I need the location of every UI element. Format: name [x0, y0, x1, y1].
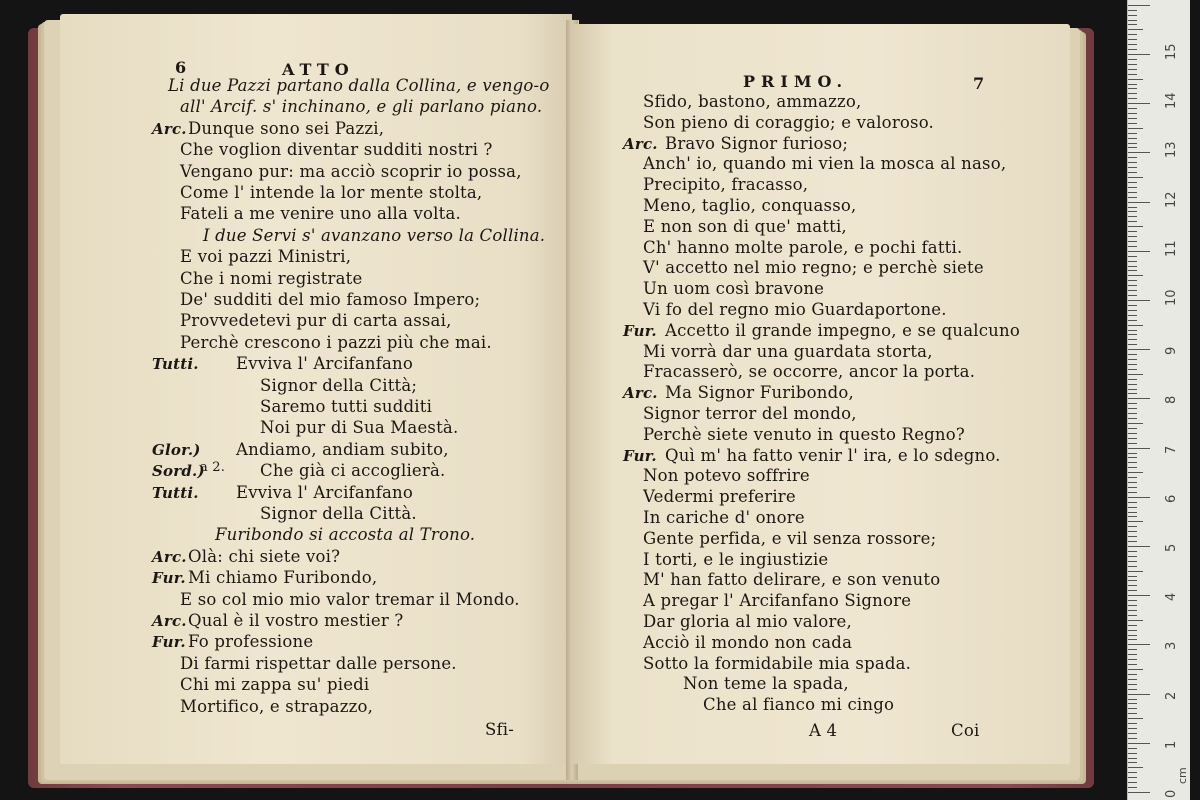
- ruler-tick: [1128, 93, 1137, 94]
- ruler-tick: [1128, 595, 1150, 596]
- ruler-tick: [1128, 103, 1150, 104]
- verse-line: Precipito, fracasso,: [643, 175, 809, 195]
- ruler-tick: [1128, 344, 1137, 345]
- ruler-tick: [1128, 270, 1137, 271]
- ruler-tick: [1128, 202, 1150, 203]
- ruler-tick: [1128, 674, 1137, 675]
- ruler-number: 9: [1164, 346, 1179, 356]
- verse-line: Perchè siete venuto in questo Regno?: [643, 424, 965, 444]
- verse-line: A pregar l' Arcifanfano Signore: [643, 591, 912, 611]
- ruler-tick: [1128, 723, 1137, 724]
- ruler-tick: [1128, 551, 1137, 552]
- ruler-tick: [1128, 433, 1137, 434]
- ruler-tick: [1128, 398, 1150, 399]
- ruler-tick: [1128, 334, 1137, 335]
- ruler-tick: [1128, 526, 1137, 527]
- ruler-tick: [1128, 374, 1143, 375]
- speaker-label: Arc.: [152, 612, 187, 630]
- speaker-label: Arc.: [623, 134, 658, 153]
- ruler-tick: [1128, 772, 1137, 773]
- verse-line: Signor della Città.: [260, 504, 417, 523]
- ruler-tick: [1128, 659, 1137, 660]
- verse-line: Qual è il vostro mestier ?: [188, 611, 404, 630]
- ruler-tick: [1128, 172, 1137, 173]
- ruler-tick: [1128, 600, 1137, 601]
- ruler-tick: [1128, 359, 1137, 360]
- ruler-tick: [1128, 516, 1137, 517]
- ruler-tick: [1128, 497, 1150, 498]
- ruler-tick: [1128, 177, 1143, 178]
- verse-line: V' accetto nel mio regno; e perchè siete: [643, 258, 984, 278]
- ruler-number: 15: [1164, 43, 1179, 60]
- verse-line: Vengano pur: ma acciò scoprir io possa,: [180, 161, 522, 181]
- verse-line: Fateli a me venire uno alla volta.: [180, 204, 461, 224]
- ruler-tick: [1128, 147, 1137, 148]
- ruler-tick: [1128, 108, 1137, 109]
- ruler-tick: [1128, 49, 1137, 50]
- ruler-tick: [1128, 133, 1137, 134]
- verse-line: Fo professione: [188, 632, 314, 652]
- ruler-tick: [1128, 349, 1150, 350]
- ruler-number: 6: [1164, 494, 1179, 503]
- ruler-number: 2: [1164, 691, 1179, 700]
- ruler-tick: [1128, 472, 1143, 473]
- ruler-tick: [1128, 639, 1137, 640]
- ruler-tick: [1128, 418, 1137, 419]
- ruler-tick: [1128, 507, 1137, 508]
- ruler-tick: [1128, 649, 1137, 650]
- a-due-mark: a 2.: [200, 460, 226, 475]
- ruler-tick: [1128, 280, 1137, 281]
- ruler-tick: [1128, 197, 1137, 198]
- verse-line: Come l' intende la lor mente stolta,: [180, 183, 483, 202]
- verse-line: Che già ci accoglierà.: [260, 461, 446, 481]
- ruler-tick: [1128, 123, 1137, 124]
- ruler-tick: [1128, 138, 1137, 139]
- verse-line: Vedermi preferire: [643, 487, 796, 507]
- ruler-tick: [1128, 24, 1137, 25]
- left-catchword: Sfi-: [485, 720, 515, 739]
- speaker-label: Fur.: [152, 569, 186, 588]
- verse-line: Un uom così bravone: [643, 279, 825, 299]
- left-running-head: ATTO: [282, 60, 355, 79]
- ruler-tick: [1128, 305, 1137, 306]
- ruler-tick: [1128, 266, 1137, 267]
- verse-line: E so col mio mio valor tremar il Mondo.: [180, 589, 520, 609]
- ruler-tick: [1128, 221, 1137, 222]
- ruler-tick: [1128, 487, 1137, 488]
- right-running-head: PRIMO.: [743, 72, 849, 91]
- ruler-tick: [1128, 251, 1150, 252]
- ruler-tick: [1128, 290, 1137, 291]
- ruler-tick: [1128, 152, 1150, 153]
- speaker-label: Fur.: [152, 633, 186, 652]
- ruler-tick: [1128, 630, 1137, 631]
- speaker-label: Arc.: [152, 119, 187, 138]
- stage-direction: Li due Pazzi partano dalla Collina, e vengo-o: [168, 76, 550, 95]
- ruler-number: 3: [1164, 642, 1179, 651]
- ruler-tick: [1128, 408, 1137, 409]
- ruler-tick: [1128, 182, 1137, 183]
- verse-line: Chi mi zappa su' piedi: [180, 675, 370, 695]
- ruler-tick: [1128, 561, 1137, 562]
- verse-line: Dunque sono sei Pazzi,: [188, 118, 385, 138]
- ruler-tick: [1128, 226, 1143, 227]
- verse-line: Bravo Signor furioso;: [665, 133, 849, 153]
- ruler-tick: [1128, 315, 1137, 316]
- ruler-tick: [1128, 403, 1137, 404]
- ruler-tick: [1128, 748, 1137, 749]
- ruler-tick: [1128, 98, 1137, 99]
- verse-line: Noi pur di Sua Maestà.: [260, 418, 459, 438]
- verse-line: Signor della Città;: [260, 375, 418, 395]
- verse-line: Accetto il grande impegno, e se qualcuno: [665, 320, 1020, 340]
- ruler-tick: [1128, 699, 1137, 700]
- stage-direction: I due Servi s' avanzano verso la Collina.: [203, 225, 546, 245]
- ruler-tick: [1128, 162, 1137, 163]
- ruler-tick: [1128, 325, 1143, 326]
- ruler-tick: [1128, 644, 1150, 645]
- ruler-tick: [1128, 364, 1137, 365]
- ruler-tick: [1128, 354, 1137, 355]
- ruler-tick: [1128, 703, 1137, 704]
- ruler-tick: [1128, 10, 1137, 11]
- verse-line: Sotto la formidabile mia spada.: [643, 653, 912, 673]
- ruler-tick: [1128, 187, 1137, 188]
- ruler-tick: [1128, 69, 1137, 70]
- ruler-tick: [1128, 708, 1137, 709]
- verse-line: Son pieno di coraggio; e valoroso.: [643, 112, 934, 132]
- right-page-number: 7: [973, 74, 985, 93]
- ruler-tick: [1128, 585, 1137, 586]
- verse-line: M' han fatto delirare, e son venuto: [643, 570, 941, 590]
- ruler-number: 12: [1164, 191, 1179, 208]
- verse-line: Meno, taglio, conquasso,: [643, 196, 857, 215]
- ruler-tick: [1128, 20, 1137, 21]
- speaker-label: Arc.: [623, 384, 658, 403]
- speaker-label: Arc.: [152, 547, 187, 566]
- measuring-ruler: [1127, 0, 1190, 800]
- ruler-tick: [1128, 762, 1137, 763]
- speaker-label: Glor.): [152, 440, 201, 459]
- verse-line: Evviva l' Arcifanfano: [236, 354, 414, 374]
- speaker-label: Tutti.: [152, 483, 199, 502]
- ruler-tick: [1128, 610, 1137, 611]
- ruler-tick: [1128, 679, 1137, 680]
- ruler-tick: [1128, 216, 1137, 217]
- ruler-tick: [1128, 5, 1150, 6]
- ruler-tick: [1128, 787, 1137, 788]
- ruler-tick: [1128, 492, 1137, 493]
- left-page-number: 6: [175, 58, 187, 77]
- ruler-tick: [1128, 320, 1137, 321]
- ruler-tick: [1128, 782, 1137, 783]
- ruler-tick: [1128, 54, 1150, 55]
- speaker-label: Sord.): [152, 462, 205, 481]
- ruler-tick: [1128, 792, 1150, 793]
- ruler-unit: cm: [1176, 767, 1189, 784]
- verse-line: Fracasserò, se occorre, ancor la porta.: [643, 362, 976, 382]
- ruler-number: 0: [1164, 789, 1179, 798]
- verse-line: Evviva l' Arcifanfano: [236, 482, 414, 502]
- ruler-tick: [1128, 285, 1137, 286]
- ruler-tick: [1128, 211, 1137, 212]
- ruler-tick: [1128, 207, 1137, 208]
- ruler-number: 7: [1164, 445, 1179, 454]
- right-catchword: Coi: [951, 721, 980, 740]
- ruler-tick: [1128, 275, 1143, 276]
- ruler-tick: [1128, 512, 1137, 513]
- verse-line: Vi fo del regno mio Guardaportone.: [643, 300, 947, 319]
- ruler-tick: [1128, 157, 1137, 158]
- ruler-tick: [1128, 556, 1137, 557]
- ruler-tick: [1128, 192, 1137, 193]
- left-page: [60, 14, 572, 764]
- verse-line: De' sudditi del mio famoso Impero;: [180, 290, 481, 309]
- ruler-tick: [1128, 88, 1137, 89]
- ruler-tick: [1128, 369, 1137, 370]
- verse-line: Signor terror del mondo,: [643, 404, 857, 423]
- ruler-number: 4: [1164, 592, 1179, 602]
- ruler-tick: [1128, 330, 1137, 331]
- ruler-tick: [1128, 684, 1137, 685]
- ruler-tick: [1128, 457, 1137, 458]
- ruler-tick: [1128, 743, 1150, 744]
- ruler-tick: [1128, 79, 1143, 80]
- ruler-tick: [1128, 231, 1137, 232]
- ruler-tick: [1128, 664, 1137, 665]
- ruler-tick: [1128, 467, 1137, 468]
- verse-line: Perchè crescono i pazzi più che mai.: [180, 332, 492, 352]
- ruler-tick: [1128, 246, 1137, 247]
- verse-line: Saremo tutti sudditi: [260, 397, 433, 416]
- ruler-tick: [1128, 605, 1137, 606]
- speaker-label: Tutti.: [152, 355, 199, 374]
- ruler-tick: [1128, 694, 1150, 695]
- ruler-number: 1: [1164, 740, 1179, 749]
- ruler-tick: [1128, 128, 1143, 129]
- verse-line: Dar gloria al mio valore,: [643, 612, 852, 631]
- ruler-tick: [1128, 689, 1137, 690]
- verse-line: Sfido, bastono, ammazzo,: [643, 92, 862, 111]
- verse-line: Gente perfida, e vil senza rossore;: [643, 528, 937, 548]
- ruler-tick: [1128, 443, 1137, 444]
- ruler-tick: [1128, 300, 1150, 301]
- ruler-tick: [1128, 521, 1143, 522]
- verse-line: E non son di que' matti,: [643, 216, 847, 236]
- verse-line: E voi pazzi Ministri,: [180, 247, 352, 267]
- ruler-number: 10: [1164, 289, 1179, 306]
- speaker-label: Fur.: [623, 321, 657, 340]
- ruler-tick: [1128, 590, 1137, 591]
- ruler-tick: [1128, 389, 1137, 390]
- ruler-number: 8: [1164, 396, 1179, 405]
- ruler-tick: [1128, 59, 1137, 60]
- ruler-tick: [1128, 635, 1137, 636]
- verse-line: In cariche d' onore: [643, 508, 805, 527]
- ruler-tick: [1128, 261, 1137, 262]
- ruler-tick: [1128, 393, 1137, 394]
- verse-line: I torti, e le ingiustizie: [643, 549, 829, 569]
- ruler-tick: [1128, 758, 1137, 759]
- ruler-tick: [1128, 74, 1137, 75]
- ruler-tick: [1128, 777, 1137, 778]
- ruler-tick: [1128, 767, 1143, 768]
- verse-line: Che al fianco mi cingo: [703, 695, 895, 715]
- ruler-tick: [1128, 453, 1137, 454]
- verse-line: Provvedetevi pur di carta assai,: [180, 311, 452, 331]
- verse-line: Acciò il mondo non cada: [643, 632, 853, 652]
- ruler-tick: [1128, 615, 1137, 616]
- verse-line: Che voglion diventar sudditi nostri ?: [180, 140, 493, 160]
- ruler-tick: [1128, 753, 1137, 754]
- ruler-tick: [1128, 236, 1137, 237]
- speaker-label: Fur.: [623, 446, 657, 465]
- verse-line: Mi vorrà dar una guardata storta,: [643, 341, 933, 361]
- ruler-number: 14: [1164, 92, 1179, 110]
- ruler-number: 5: [1164, 543, 1179, 552]
- verse-line: Mi chiamo Furibondo,: [188, 568, 378, 588]
- ruler-number: 11: [1164, 240, 1179, 257]
- ruler-tick: [1128, 44, 1137, 45]
- ruler-tick: [1128, 625, 1137, 626]
- ruler-tick: [1128, 413, 1137, 414]
- ruler-tick: [1128, 482, 1137, 483]
- verse-line: Ma Signor Furibondo,: [665, 383, 854, 403]
- ruler-tick: [1128, 84, 1137, 85]
- ruler-tick: [1128, 541, 1137, 542]
- ruler-tick: [1128, 571, 1143, 572]
- stage-direction: all' Arcif. s' inchinano, e gli parlano piano.: [180, 97, 543, 117]
- ruler-tick: [1128, 384, 1137, 385]
- ruler-number: 13: [1164, 141, 1179, 159]
- ruler-tick: [1128, 438, 1137, 439]
- verse-line: Anch' io, quando mi vien la mosca al naso,: [643, 154, 1007, 174]
- signature-mark: A 4: [809, 721, 838, 740]
- ruler-tick: [1128, 310, 1137, 311]
- ruler-tick: [1128, 738, 1137, 739]
- ruler-tick: [1128, 620, 1143, 621]
- ruler-tick: [1128, 113, 1137, 114]
- ruler-tick: [1128, 64, 1137, 65]
- ruler-tick: [1128, 167, 1137, 168]
- ruler-tick: [1128, 718, 1143, 719]
- ruler-tick: [1128, 502, 1137, 503]
- right-page: [573, 24, 1070, 764]
- ruler-tick: [1128, 728, 1137, 729]
- ruler-tick: [1128, 241, 1137, 242]
- ruler-tick: [1128, 462, 1137, 463]
- verse-line: Quì m' ha fatto venir l' ira, e lo sdegno.: [665, 445, 1001, 465]
- ruler-tick: [1128, 576, 1137, 577]
- ruler-tick: [1128, 256, 1137, 257]
- ruler-tick: [1128, 733, 1137, 734]
- verse-line: Non potevo soffrire: [643, 466, 810, 486]
- ruler-tick: [1128, 34, 1137, 35]
- ruler-tick: [1128, 379, 1137, 380]
- verse-line: Mortifico, e strapazzo,: [180, 696, 374, 716]
- verse-line: Che i nomi registrate: [180, 268, 363, 288]
- verse-line: Di farmi rispettar dalle persone.: [180, 653, 457, 673]
- verse-line: Andiamo, andiam subito,: [236, 439, 449, 459]
- ruler-tick: [1128, 29, 1143, 30]
- ruler-tick: [1128, 477, 1137, 478]
- ruler-tick: [1128, 118, 1137, 119]
- verse-line: Ch' hanno molte parole, e pochi fatti.: [643, 237, 963, 257]
- ruler-tick: [1128, 428, 1137, 429]
- ruler-tick: [1128, 339, 1137, 340]
- ruler-tick: [1128, 536, 1137, 537]
- verse-line: Olà: chi siete voi?: [188, 546, 341, 566]
- ruler-tick: [1128, 654, 1137, 655]
- ruler-tick: [1128, 566, 1137, 567]
- ruler-tick: [1128, 531, 1137, 532]
- ruler-tick: [1128, 546, 1150, 547]
- ruler-tick: [1128, 39, 1137, 40]
- stage-direction: Furibondo si accosta al Trono.: [215, 525, 476, 545]
- ruler-tick: [1128, 15, 1137, 16]
- ruler-tick: [1128, 580, 1137, 581]
- ruler-tick: [1128, 669, 1143, 670]
- verse-line: Non teme la spada,: [683, 674, 849, 694]
- ruler-tick: [1128, 448, 1150, 449]
- ruler-tick: [1128, 143, 1137, 144]
- ruler-tick: [1128, 295, 1137, 296]
- ruler-tick: [1128, 423, 1143, 424]
- ruler-tick: [1128, 713, 1137, 714]
